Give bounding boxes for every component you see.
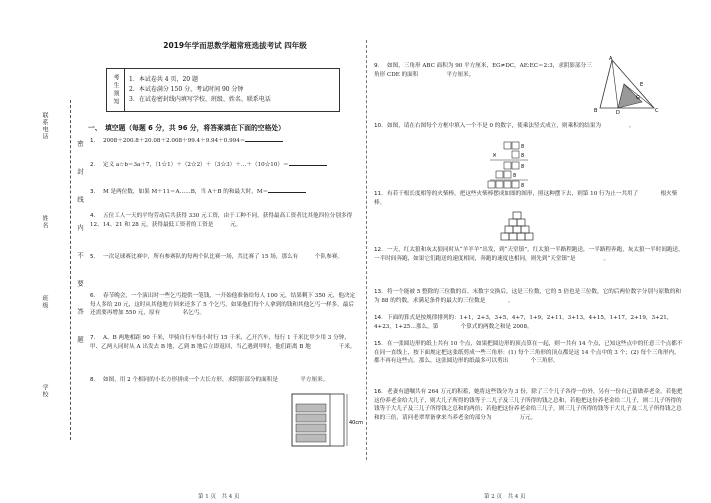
question-number: 4.	[90, 213, 96, 219]
svg-text:8: 8	[521, 164, 525, 170]
label-school: 学校	[41, 384, 48, 398]
q8-dimension: 40cm	[349, 420, 363, 426]
seal-char: 要	[76, 280, 84, 287]
question-2	[90, 160, 360, 170]
question-text: 如图，请在右图每个方框中填入一个不是 0 的数字，使乘法竖式成立，则乘积的结果为 。	[387, 123, 635, 129]
question-number: 15.	[374, 341, 383, 347]
question-number: 7.	[90, 335, 96, 341]
page-footer-left: 第 1 页 共 4 页	[198, 494, 240, 500]
svg-text:8: 8	[521, 183, 525, 189]
section-heading: 一、 填空题（每题 6 分，共 96 分，将答案填在下面的空格处）	[88, 124, 285, 132]
question-number: 12.	[374, 247, 383, 253]
question-8	[90, 376, 358, 385]
question-text: 如图，用 2 个相同的小长方形拼成一个大长方形，求阴影部分的面积是 平方厘米。	[103, 377, 329, 383]
answer-blank[interactable]	[289, 160, 327, 166]
question-text: 老妻有遗嘱共有 264 万元的积蓄，她将这些钱分为 3 份，除了三个儿子各得一份外，另有一份自己留做养老金，若他把这份养老金给大儿子，则大儿子所得的钱等于二儿子及三儿子所得的钱之总和，若他把这份养老金给二儿子，则二儿子所得的钱等于大儿子及三儿子所得钱之总和的两倍；若他把这份养老金给三儿子，则三儿子所得的钱等于大儿子及二儿子所得钱之总和的三倍，请问老翠翠备拿来当养老金的部分为 万元。	[374, 389, 683, 421]
question-9	[374, 62, 594, 79]
seal-char: 题	[76, 336, 84, 343]
question-number: 8.	[90, 377, 96, 383]
vertex-label: C	[655, 108, 659, 114]
question-text: 有若干根长度相等的火柴棒，把这些火柴棒摆成如图的图形，照这种摆下去，则第 10 行为止一共用了 根火柴棒。	[374, 191, 678, 206]
question-number: 3.	[90, 189, 96, 195]
question-text: 将一个能被 5 整除的三位数的首、末数字交换后，这是三位数，它的 5 倍也是三位数，它的后两位数字分别与原数的和为 88 的约数，求满足条件的最大的三位数是 。	[374, 289, 681, 304]
figure-q11-matchsticks	[495, 210, 539, 244]
figure-q9	[592, 56, 662, 114]
question-number: 6.	[90, 293, 96, 299]
binding-sidebar	[0, 0, 84, 503]
exam-title: 2019年学而思数学超常班选拔考试 四年级	[163, 41, 307, 50]
question-12	[374, 246, 684, 263]
question-text: 定义 a☆b＝3a＋7，（1☆1）＋（2☆2）＋（3☆3）＋…＋（10☆10）＝	[103, 162, 289, 168]
seal-char: 内	[76, 224, 84, 231]
seal-char: 线	[76, 196, 84, 203]
svg-text:×: ×	[492, 152, 498, 159]
question-number: 14.	[374, 315, 383, 321]
question-text: 如图，三角形 ABC 面积为 90 平方厘米，EG≠DC，AE:EC＝2:3，求阴影部分三角形 CDE 的面积 平方厘米。	[374, 63, 592, 78]
vertex-label: A	[609, 56, 613, 62]
svg-text:8: 8	[521, 153, 525, 159]
seal-char: 答	[76, 308, 84, 315]
figure-q10-multiplication	[478, 140, 538, 188]
column-divider	[366, 40, 367, 460]
vertex-label: G	[636, 95, 640, 101]
notice-head: 考生须知	[107, 69, 125, 111]
vertex-label: E	[640, 82, 644, 88]
answer-blank[interactable]	[245, 136, 283, 142]
question-text: 在一张圆边形的纸上共有 10 个点，如果把圆边形的顶点算在一起，则一共有 14 个点，已知这些点中的任意三个点都不在同一直线上，按下面规定把这张纸剪成一些三角形：(1) 每个三角形的顶点都是这 14 个点中的 3 个；(2) 每个三角形内，都不再有这些点。那么，这张圆边形的纸最多可以剪出 个三角形。	[374, 341, 683, 365]
question-number: 10.	[374, 123, 383, 129]
seal-char: 封	[76, 168, 84, 175]
svg-text:8: 8	[513, 173, 517, 179]
question-13	[374, 288, 684, 305]
question-text: 下面的算式是按规律排列的：1+1，2+3，3+5，4+7，1+9，2+11，3+13，4+15，1+17，2+19，3+21，4+23，1+25…那么，第 个算式的两数之和是 2008。	[374, 315, 673, 330]
question-6	[90, 292, 358, 318]
question-15	[374, 340, 684, 366]
question-3	[90, 187, 360, 197]
question-text: 一次足球赛比赛中，所有参赛队的每两个队比赛一场，共比赛了 15 场，那么有 个队参赛。	[103, 254, 344, 260]
question-text: 一天，红太狼和灰太狼同时从“羊羊羊”出发，到“天堂镇”，红太狼一半路程跑送，一半路程奔跑，灰太狼一半时间跑送，一半时间奔跑，如果它们跑送的速度相同，奔跑的速度也相同，则先到“天堂镇”是 。	[374, 247, 684, 262]
question-text: 五位工人一天的平均劳动后共获得 330 元工资，由于工种不同，获得最高工资者比其他四位分别多得 12、14、21 和 28 元，获得最低工资者的工资是 元。	[90, 213, 353, 228]
label-name: 姓名	[41, 215, 48, 229]
seal-char: 密	[76, 140, 84, 147]
question-10	[374, 122, 684, 131]
question-text: A、B 两地相距 90 千米，甲骑自行车每小时行 15 千米，乙开汽车，每行 1 千米比甲少用 3 分钟，甲、乙两人同时从 A 出发去 B 地，乙到 B 地后立即返回，当乙遇到甲时，他们距离 B 地 千米。	[90, 335, 356, 350]
notice-line: 3．在试卷密封线内填写学校、班级、姓名、联系电话	[129, 96, 271, 103]
seal-char: 不	[76, 252, 84, 259]
notice-box	[106, 68, 340, 112]
question-number: 9.	[374, 63, 380, 69]
svg-text:8: 8	[521, 144, 525, 150]
question-number: 11.	[374, 191, 383, 197]
notice-body	[129, 75, 271, 105]
question-text: 春节晚会，一个演出时一些乞丐提供一笔钱，一开始他准备给每人 100 元，结果剩下 350 元，他决定每人多给 20 元，这时从其他地方回来还多了 5 个乞丐，如果他们每个人拿到的钱和其他乞丐一样多，最后还需要再增加 550 元，原有 名乞丐。	[90, 293, 356, 317]
question-11	[374, 190, 684, 207]
answer-blank[interactable]	[268, 187, 306, 193]
notice-line: 1．本试卷共 4 页，20 题	[129, 76, 198, 83]
vertex-label: D	[616, 110, 620, 116]
question-4	[90, 212, 358, 229]
vertex-label: B	[594, 108, 598, 114]
label-phone: 联系电话	[41, 112, 48, 140]
notice-line: 2．本试卷满分 150 分，考试时间 90 分钟	[129, 86, 244, 93]
question-5	[90, 253, 358, 262]
figure-q8	[290, 392, 363, 452]
question-16	[374, 388, 684, 422]
question-14	[374, 314, 684, 331]
question-number: 1.	[90, 138, 96, 144]
seal-dashed-line	[70, 100, 71, 440]
question-number: 2.	[90, 162, 96, 168]
question-number: 16.	[374, 389, 383, 395]
question-text: 2008＋200.8＋20.08＋2.008＋99.4＋9.94＋0.994＝	[103, 138, 246, 144]
label-class: 班级	[41, 295, 48, 309]
question-number: 5.	[90, 254, 96, 260]
question-1	[90, 136, 360, 146]
question-number: 13.	[374, 289, 383, 295]
page-footer-right: 第 2 页 共 4 页	[484, 494, 526, 500]
question-text: M 是两位数，如果 M＋11＝A……B，当 A＋B 的和最大时，M＝	[103, 189, 269, 195]
question-7	[90, 334, 358, 351]
